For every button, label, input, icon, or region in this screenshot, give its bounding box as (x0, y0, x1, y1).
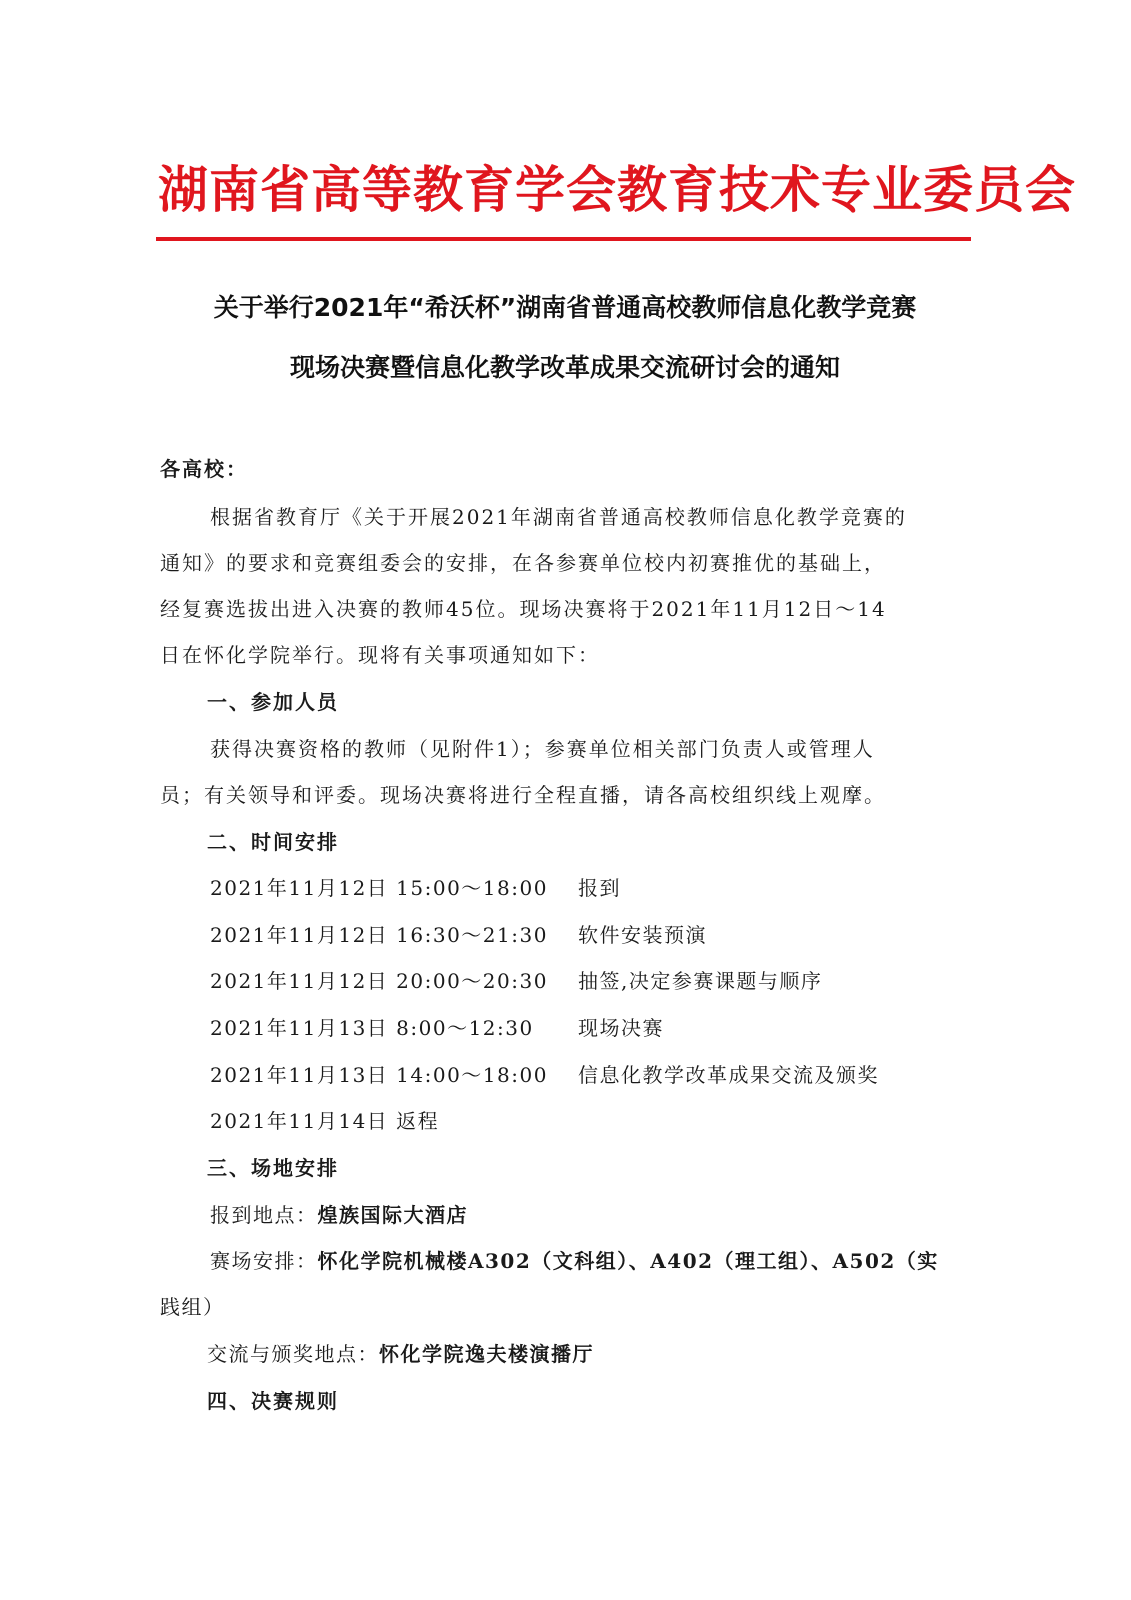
schedule-row (210, 1005, 664, 1051)
schedule-time: 2021年11月12日 15:00～18:00 (210, 876, 548, 900)
section-3-heading: 三、场地安排 (207, 1156, 339, 1180)
schedule-event: 报到 (578, 876, 621, 900)
schedule-event: 抽签,决定参赛课题与顺序 (578, 969, 823, 993)
schedule-time: 2021年11月12日 16:30～21:30 (210, 923, 548, 947)
letterhead-org-name: 湖南省高等教育学会教育技术专业委员会 (158, 160, 1076, 219)
schedule-row (210, 1098, 439, 1144)
intro-line-3: 经复赛选拔出进入决赛的教师45位。现场决赛将于2021年11月12日～14 (160, 597, 887, 621)
section-1-line-1: 获得决赛资格的教师（见附件1）；参赛单位相关部门负责人或管理人 (210, 737, 875, 761)
section-1-heading: 一、参加人员 (207, 690, 339, 714)
schedule-row (210, 865, 621, 911)
document-title-line-1: 关于举行2021年“希沃杯”湖南省普通高校教师信息化教学竞赛 (213, 293, 917, 322)
venue-arrangement (210, 1238, 939, 1284)
venue-continuation: 践组） (160, 1295, 225, 1319)
intro-line-2: 通知》的要求和竞赛组委会的安排，在各参赛单位校内初赛推优的基础上， (160, 551, 886, 575)
venue-value: 怀化学院机械楼A302（文科组）、A402（理工组）、A502（实 (317, 1249, 939, 1273)
letterhead-red-rule (156, 237, 971, 241)
section-4-heading: 四、决赛规则 (207, 1389, 339, 1413)
section-2-heading: 二、时间安排 (207, 830, 339, 854)
schedule-row (210, 958, 822, 1004)
schedule-row (210, 912, 707, 958)
intro-line-4: 日在怀化学院举行。现将有关事项通知如下： (160, 643, 600, 667)
schedule-event: 返程 (396, 1109, 440, 1133)
schedule-event: 信息化教学改革成果交流及颁奖 (578, 1063, 879, 1087)
award-location (207, 1331, 594, 1377)
section-1-line-2: 员；有关领导和评委。现场决赛将进行全程直播，请各高校组织线上观摩。 (160, 783, 886, 807)
salutation: 各高校： (160, 457, 248, 481)
checkin-location (210, 1192, 468, 1238)
schedule-event: 软件安装预演 (578, 923, 707, 947)
award-value: 怀化学院逸夫楼演播厅 (379, 1342, 594, 1366)
venue-label: 赛场安排： (210, 1249, 318, 1273)
schedule-time: 2021年11月14日 (210, 1109, 389, 1133)
schedule-event: 现场决赛 (578, 1016, 664, 1040)
schedule-time: 2021年11月12日 20:00～20:30 (210, 969, 548, 993)
intro-line-1: 根据省教育厅《关于开展2021年湖南省普通高校教师信息化教学竞赛的 (210, 505, 907, 529)
award-label: 交流与颁奖地点： (207, 1342, 379, 1366)
checkin-value: 煌族国际大酒店 (317, 1203, 468, 1227)
schedule-time: 2021年11月13日 14:00～18:00 (210, 1063, 548, 1087)
schedule-time: 2021年11月13日 8:00～12:30 (210, 1016, 534, 1040)
schedule-row (210, 1052, 879, 1098)
document-title-line-2: 现场决赛暨信息化教学改革成果交流研讨会的通知 (289, 353, 840, 382)
checkin-label: 报到地点： (210, 1203, 318, 1227)
